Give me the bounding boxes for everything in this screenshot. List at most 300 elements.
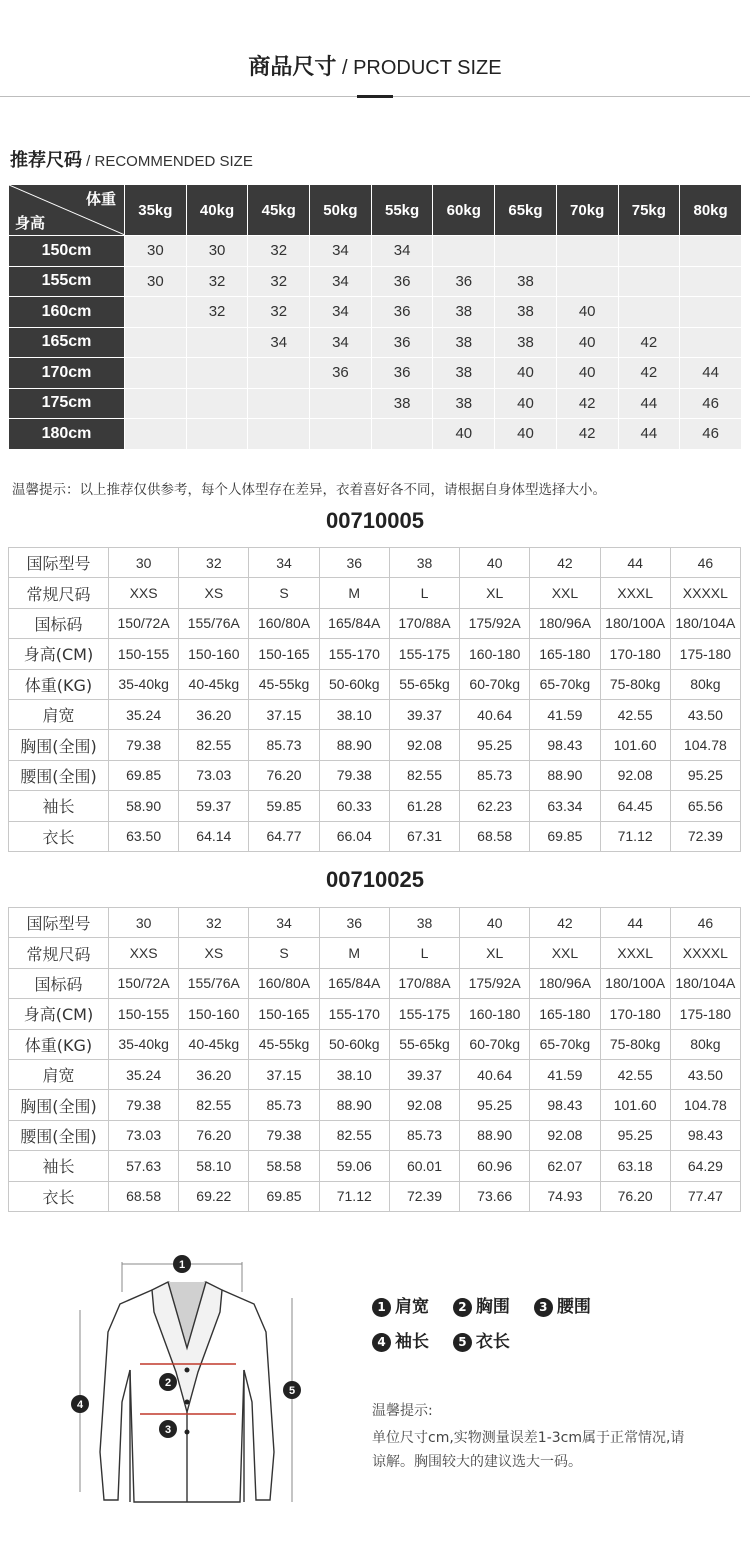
size-cell: 75-80kg [600, 1029, 670, 1059]
jacket-measurement-diagram [60, 1252, 320, 1512]
size-cell: 42 [530, 548, 600, 578]
size-cell: 85.73 [460, 760, 530, 790]
table-row [9, 760, 741, 790]
size-cell: XXXXL [670, 578, 740, 608]
size-cell: 88.90 [530, 760, 600, 790]
size-cell: 50-60kg [319, 669, 389, 699]
table-row [9, 699, 741, 729]
table-row [9, 297, 742, 328]
size-cell: 60.33 [319, 791, 389, 821]
button-dot [185, 1430, 190, 1435]
recommended-size-cell: 30 [186, 236, 248, 267]
recommended-size-cell: 42 [556, 388, 618, 419]
size-cell: 69.22 [179, 1181, 249, 1211]
table-row [9, 1090, 741, 1120]
marker-4-label: 4 [76, 1399, 84, 1411]
table-row [9, 327, 742, 358]
recommended-size-cell [556, 236, 618, 267]
recommended-size-cell [186, 388, 248, 419]
table-row [9, 548, 741, 578]
size-cell: 58.58 [249, 1151, 319, 1181]
size-cell: S [249, 578, 319, 608]
size-cell: 165-180 [530, 999, 600, 1029]
table-row [9, 968, 741, 998]
size-cell: 88.90 [319, 730, 389, 760]
row-label: 肩宽 [9, 1059, 109, 1089]
recommended-size-cell: 38 [495, 266, 557, 297]
size-cell: 64.77 [249, 821, 319, 851]
size-cell: 79.38 [109, 1090, 179, 1120]
recommended-size-cell [618, 236, 680, 267]
table-row [9, 999, 741, 1029]
size-cell: 38.10 [319, 1059, 389, 1089]
marker-2-label: 2 [164, 1377, 172, 1389]
size-cell: 73.03 [109, 1120, 179, 1150]
table-row [9, 938, 741, 968]
recommended-size-cell: 38 [433, 388, 495, 419]
size-cell: 42 [530, 908, 600, 938]
size-cell: 76.20 [600, 1181, 670, 1211]
table-corner-cell [9, 185, 125, 236]
size-cell: 68.58 [109, 1181, 179, 1211]
size-cell: 44 [600, 908, 670, 938]
size-cell: 82.55 [319, 1120, 389, 1150]
size-table [8, 547, 741, 852]
header-separator: / [336, 57, 354, 79]
height-header: 160cm [9, 297, 125, 328]
row-label: 腰围(全围) [9, 760, 109, 790]
legend-label: 腰围 [556, 1297, 591, 1317]
size-cell: 38 [389, 548, 459, 578]
size-cell: 69.85 [530, 821, 600, 851]
button-dot [185, 1400, 190, 1405]
recommended-size-cell: 34 [310, 327, 372, 358]
size-cell: 155-170 [319, 999, 389, 1029]
size-cell: 55-65kg [389, 1029, 459, 1059]
weight-header: 45kg [248, 185, 310, 236]
size-cell: 59.06 [319, 1151, 389, 1181]
legend-item [453, 1332, 510, 1352]
size-cell: 165/84A [319, 968, 389, 998]
recommended-size-cell: 46 [680, 388, 742, 419]
size-cell: 38.10 [319, 699, 389, 729]
size-cell: 60-70kg [460, 1029, 530, 1059]
recommended-size-cell [618, 266, 680, 297]
size-cell: 76.20 [249, 760, 319, 790]
row-label: 腰围(全围) [9, 1120, 109, 1150]
table-row [9, 608, 741, 638]
header-title-cn: 商品尺寸 [248, 55, 337, 80]
recommended-size-cell: 34 [248, 327, 310, 358]
size-cell: 63.50 [109, 821, 179, 851]
recommended-size-cell: 38 [495, 297, 557, 328]
size-cell: 40 [460, 908, 530, 938]
table-row [9, 1181, 741, 1211]
row-label: 国际型号 [9, 908, 109, 938]
recommended-size-cell: 34 [310, 266, 372, 297]
page-header [0, 50, 750, 81]
size-cell: 180/96A [530, 968, 600, 998]
recommended-size-cell: 36 [310, 358, 372, 389]
table-row [9, 358, 742, 389]
marker-1-label: 1 [178, 1259, 186, 1271]
size-cell: 150/72A [109, 968, 179, 998]
size-cell: 82.55 [179, 1090, 249, 1120]
size-cell: 58.10 [179, 1151, 249, 1181]
recommended-size-cell [186, 358, 248, 389]
size-cell: 40-45kg [179, 1029, 249, 1059]
size-cell: 42.55 [600, 1059, 670, 1089]
weight-header: 55kg [371, 185, 433, 236]
size-cell: 68.58 [460, 821, 530, 851]
height-header: 175cm [9, 388, 125, 419]
height-header: 155cm [9, 266, 125, 297]
recommended-size-cell [125, 358, 187, 389]
size-cell: 59.85 [249, 791, 319, 821]
table-row [9, 419, 742, 450]
weight-header: 60kg [433, 185, 495, 236]
table-row [9, 908, 741, 938]
row-label: 身高(CM) [9, 999, 109, 1029]
recommended-size-cell [680, 236, 742, 267]
size-cell: XXS [109, 938, 179, 968]
size-cell: 80kg [670, 1029, 740, 1059]
recommended-size-cell: 44 [618, 388, 680, 419]
row-label: 袖长 [9, 791, 109, 821]
table-row [9, 388, 742, 419]
size-cell: 62.07 [530, 1151, 600, 1181]
row-label: 肩宽 [9, 699, 109, 729]
size-cell: 45-55kg [249, 669, 319, 699]
weight-header: 35kg [125, 185, 187, 236]
size-cell: 104.78 [670, 730, 740, 760]
row-label: 常规尺码 [9, 578, 109, 608]
size-cell: 41.59 [530, 699, 600, 729]
legend-item [453, 1297, 510, 1317]
recommended-size-cell: 36 [371, 297, 433, 328]
size-cell: 180/104A [670, 608, 740, 638]
size-cell: 57.63 [109, 1151, 179, 1181]
size-cell: 77.47 [670, 1181, 740, 1211]
size-cell: 85.73 [249, 730, 319, 760]
size-cell: 95.25 [460, 730, 530, 760]
size-cell: 35-40kg [109, 1029, 179, 1059]
recommended-size-cell [680, 297, 742, 328]
recommended-title-en: / RECOMMENDED SIZE [82, 153, 253, 170]
legend-number: 1 [372, 1298, 391, 1317]
recommended-size-cell [618, 297, 680, 328]
table-row [9, 669, 741, 699]
size-cell: L [389, 938, 459, 968]
size-cell: 30 [109, 548, 179, 578]
size-cell: 46 [670, 548, 740, 578]
recommended-size-cell: 38 [433, 327, 495, 358]
size-cell: 95.25 [600, 1120, 670, 1150]
size-cell: 165-180 [530, 639, 600, 669]
size-cell: 79.38 [109, 730, 179, 760]
size-cell: 64.45 [600, 791, 670, 821]
legend-number: 3 [534, 1298, 553, 1317]
size-cell: XXXXL [670, 938, 740, 968]
height-header: 180cm [9, 419, 125, 450]
size-cell: 180/100A [600, 608, 670, 638]
size-cell: 34 [249, 908, 319, 938]
size-cell: 44 [600, 548, 670, 578]
table-row [9, 1120, 741, 1150]
size-cell: 170/88A [389, 968, 459, 998]
size-cell: 82.55 [389, 760, 459, 790]
legend-label: 胸围 [475, 1297, 510, 1317]
size-cell: 155-175 [389, 999, 459, 1029]
size-cell: XL [460, 578, 530, 608]
size-cell: 82.55 [179, 730, 249, 760]
legend-row-2 [372, 1327, 528, 1352]
size-cell: 40.64 [460, 1059, 530, 1089]
size-cell: 50-60kg [319, 1029, 389, 1059]
size-cell: 38 [389, 908, 459, 938]
recommended-size-table [8, 184, 742, 450]
size-table [8, 907, 741, 1212]
size-cell: 73.66 [460, 1181, 530, 1211]
weight-header: 65kg [495, 185, 557, 236]
size-cell: 39.37 [389, 1059, 459, 1089]
size-cell: 32 [179, 908, 249, 938]
size-cell: 180/100A [600, 968, 670, 998]
size-cell: 60.96 [460, 1151, 530, 1181]
size-cell: 150-155 [109, 999, 179, 1029]
legend-row-1 [372, 1292, 609, 1317]
height-header: 170cm [9, 358, 125, 389]
row-label: 袖长 [9, 1151, 109, 1181]
recommended-size-cell [310, 419, 372, 450]
row-label: 衣长 [9, 1181, 109, 1211]
recommended-size-cell: 46 [680, 419, 742, 450]
size-cell: XXL [530, 938, 600, 968]
size-cell: 66.04 [319, 821, 389, 851]
row-label: 国标码 [9, 968, 109, 998]
size-cell: 80kg [670, 669, 740, 699]
size-cell: 101.60 [600, 1090, 670, 1120]
size-cell: 98.43 [530, 1090, 600, 1120]
size-cell: 73.03 [179, 760, 249, 790]
weight-header: 50kg [310, 185, 372, 236]
size-cell: 43.50 [670, 1059, 740, 1089]
size-cell: 85.73 [249, 1090, 319, 1120]
corner-height-label: 身高 [15, 215, 46, 232]
size-cell: 55-65kg [389, 669, 459, 699]
size-cell: XS [179, 578, 249, 608]
recommended-size-cell: 32 [186, 266, 248, 297]
row-label: 国际型号 [9, 548, 109, 578]
size-cell: XL [460, 938, 530, 968]
recommended-size-cell: 40 [556, 327, 618, 358]
size-cell: 41.59 [530, 1059, 600, 1089]
legend-number: 4 [372, 1333, 391, 1352]
recommended-size-cell [186, 327, 248, 358]
corner-weight-label: 体重 [85, 191, 116, 208]
size-cell: 150-165 [249, 639, 319, 669]
size-cell: 160-180 [460, 999, 530, 1029]
size-cell: 46 [670, 908, 740, 938]
size-cell: 175/92A [460, 608, 530, 638]
recommended-size-cell: 38 [495, 327, 557, 358]
size-cell: 64.29 [670, 1151, 740, 1181]
size-cell: 104.78 [670, 1090, 740, 1120]
recommended-size-cell [556, 266, 618, 297]
weight-header: 70kg [556, 185, 618, 236]
size-cell: 155/76A [179, 608, 249, 638]
size-cell: 71.12 [319, 1181, 389, 1211]
row-label: 体重(KG) [9, 669, 109, 699]
recommended-size-cell: 40 [495, 388, 557, 419]
size-cell: 40.64 [460, 699, 530, 729]
size-cell: 62.23 [460, 791, 530, 821]
recommended-size-cell: 34 [371, 236, 433, 267]
size-cell: XXXL [600, 578, 670, 608]
size-cell: 180/96A [530, 608, 600, 638]
legend-item [372, 1297, 429, 1317]
size-cell: 30 [109, 908, 179, 938]
size-cell: 36.20 [179, 1059, 249, 1089]
legend-item [372, 1332, 429, 1352]
table-row [9, 236, 742, 267]
recommended-size-cell: 36 [371, 358, 433, 389]
size-cell: 37.15 [249, 699, 319, 729]
note-body: 单位尺寸cm,实物测量误差1-3cm属于正常情况,请谅解。胸围较大的建议选大一码。 [372, 1430, 685, 1470]
size-cell: 35.24 [109, 1059, 179, 1089]
size-cell: 170/88A [389, 608, 459, 638]
size-cell: 58.90 [109, 791, 179, 821]
weight-header: 75kg [618, 185, 680, 236]
table-row [9, 730, 741, 760]
marker-5-label: 5 [288, 1385, 296, 1397]
row-label: 国标码 [9, 608, 109, 638]
size-cell: 101.60 [600, 730, 670, 760]
recommended-size-cell: 32 [248, 266, 310, 297]
size-cell: 95.25 [460, 1090, 530, 1120]
size-cell: 98.43 [670, 1120, 740, 1150]
size-cell: M [319, 578, 389, 608]
size-cell: 40 [460, 548, 530, 578]
size-cell: 65-70kg [530, 669, 600, 699]
size-cell: M [319, 938, 389, 968]
size-cell: 63.18 [600, 1151, 670, 1181]
size-cell: 88.90 [319, 1090, 389, 1120]
recommended-size-cell: 38 [371, 388, 433, 419]
table-row [9, 639, 741, 669]
size-cell: 92.08 [389, 1090, 459, 1120]
size-cell: 92.08 [389, 730, 459, 760]
height-header: 150cm [9, 236, 125, 267]
size-cell: 160/80A [249, 608, 319, 638]
size-cell: 67.31 [389, 821, 459, 851]
size-cell: 36 [319, 548, 389, 578]
size-cell: 45-55kg [249, 1029, 319, 1059]
size-cell: 39.37 [389, 699, 459, 729]
row-label: 胸围(全围) [9, 1090, 109, 1120]
size-cell: 92.08 [530, 1120, 600, 1150]
recommended-size-cell [248, 388, 310, 419]
recommended-title [10, 146, 253, 172]
table-row [9, 1059, 741, 1089]
row-label: 衣长 [9, 821, 109, 851]
recommended-size-cell: 44 [618, 419, 680, 450]
header-title-en: PRODUCT SIZE [353, 57, 502, 79]
recommended-title-cn: 推荐尺码 [10, 150, 82, 171]
table-row [9, 578, 741, 608]
size-cell: 150-165 [249, 999, 319, 1029]
size-cell: 36.20 [179, 699, 249, 729]
size-cell: 35-40kg [109, 669, 179, 699]
legend-label: 肩宽 [395, 1297, 429, 1317]
size-cell: 61.28 [389, 791, 459, 821]
recommended-size-cell: 42 [556, 419, 618, 450]
recommended-size-cell [125, 297, 187, 328]
size-cell: 43.50 [670, 699, 740, 729]
row-label: 身高(CM) [9, 639, 109, 669]
legend-number: 5 [453, 1333, 472, 1352]
table-row [9, 791, 741, 821]
recommended-size-cell: 44 [680, 358, 742, 389]
size-cell: 155-170 [319, 639, 389, 669]
weight-header: 40kg [186, 185, 248, 236]
size-cell: 180/104A [670, 968, 740, 998]
row-label: 体重(KG) [9, 1029, 109, 1059]
size-cell: XXS [109, 578, 179, 608]
size-cell: 37.15 [249, 1059, 319, 1089]
recommended-size-cell: 32 [248, 297, 310, 328]
recommended-size-cell: 34 [310, 297, 372, 328]
recommended-size-cell: 36 [371, 266, 433, 297]
recommended-size-cell [310, 388, 372, 419]
size-cell: 65-70kg [530, 1029, 600, 1059]
recommended-size-cell [248, 419, 310, 450]
marker-3-label: 3 [164, 1424, 172, 1436]
weight-header: 80kg [680, 185, 742, 236]
legend-label: 衣长 [475, 1332, 510, 1352]
size-cell: 60.01 [389, 1151, 459, 1181]
size-cell: 40-45kg [179, 669, 249, 699]
size-cell: 150-155 [109, 639, 179, 669]
size-cell: 98.43 [530, 730, 600, 760]
row-label: 胸围(全围) [9, 730, 109, 760]
recommended-size-cell: 32 [248, 236, 310, 267]
size-cell: 150/72A [109, 608, 179, 638]
size-cell: 60-70kg [460, 669, 530, 699]
recommended-size-cell: 30 [125, 266, 187, 297]
recommended-size-cell [125, 327, 187, 358]
size-cell: 95.25 [670, 760, 740, 790]
size-cell: 64.14 [179, 821, 249, 851]
note-title: 温馨提示: [372, 1403, 433, 1419]
size-cell: 165/84A [319, 608, 389, 638]
size-cell: 85.73 [389, 1120, 459, 1150]
recommended-size-cell [680, 266, 742, 297]
size-cell: 155/76A [179, 968, 249, 998]
legend-item [534, 1297, 591, 1317]
size-cell: 71.12 [600, 821, 670, 851]
recommended-size-cell [125, 388, 187, 419]
size-cell: 170-180 [600, 999, 670, 1029]
recommended-size-cell: 40 [495, 358, 557, 389]
recommended-size-cell [371, 419, 433, 450]
table-row [9, 1029, 741, 1059]
size-cell: 79.38 [319, 760, 389, 790]
recommended-size-cell [680, 327, 742, 358]
size-cell: 74.93 [530, 1181, 600, 1211]
size-cell: 63.34 [530, 791, 600, 821]
size-cell: 69.85 [109, 760, 179, 790]
